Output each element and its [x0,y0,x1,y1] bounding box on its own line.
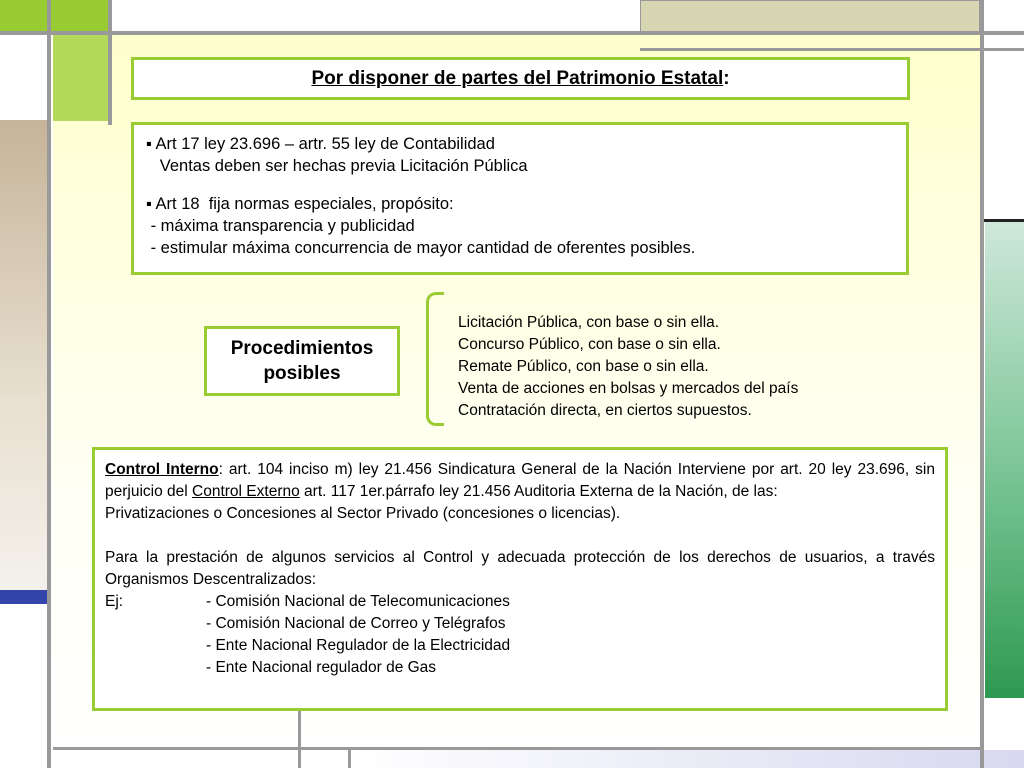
control-external-label: Control Externo [192,483,300,500]
right-green-gradient-bar [985,222,1024,698]
frame-line-left-inner [108,0,112,125]
frame-line-top-right [640,48,1024,51]
example-item: - Ente Nacional Regulador de la Electricidad [206,637,511,654]
list-item: Venta de acciones en bolsas y mercados del país [458,380,799,397]
example-item: - Comisión Nacional de Correo y Telégrafos [206,615,506,632]
control-text-b: art. 117 1er.párrafo ley 21.456 Auditoria Externa de la Nación, de las: [299,483,778,500]
article-18-purpose-1: - máxima transparencia y publicidad [146,217,415,235]
control-text-a: : art. 104 inciso m) ley 21.456 Sindicatura General de la Nación Interviene por art. 20 ley 23.696, sin perjuicio del [105,461,935,500]
control-paragraph-3: Para la prestación de algunos servicios al Control y adecuada protección de los derechos de usuarios, a través Organismos Descentralizados: [105,549,935,588]
frame-line-left [47,0,51,768]
articles-box [131,122,909,275]
example-row [105,635,935,657]
list-item: Licitación Pública, con base o sin ella. [458,314,720,331]
article-17-detail: Ventas deben ser hechas previa Licitación Pública [146,157,528,175]
procedures-list [458,312,938,422]
article-18-line: ▪ Art 18 fija normas especiales, propósito: [146,195,454,213]
left-brace-icon [426,292,444,426]
control-internal-label: Control Interno [105,461,219,478]
left-tan-gradient-bar [0,120,47,590]
title-box [131,57,910,100]
frame-line-right [980,0,984,768]
frame-line-bottom [53,747,983,750]
frame-line-bottom-mid [348,750,351,768]
example-item: - Comisión Nacional de Telecomunicaciones [206,593,510,610]
article-17-line: ▪ Art 17 ley 23.696 – artr. 55 ley de Contabilidad [146,135,495,153]
list-item: Remate Público, con base o sin ella. [458,358,709,375]
corner-green-tab [0,0,112,33]
title-colon: : [723,67,730,89]
left-blue-strip [0,590,47,604]
green-accent-bar [53,33,111,121]
page-title [311,68,729,90]
procedures-label-line2: posibles [263,363,341,384]
bottom-lavender-strip [350,750,1024,768]
procedures-label-box [204,326,400,396]
right-dark-divider [983,219,1024,222]
list-item: Concurso Público, con base o sin ella. [458,336,721,353]
example-row [105,613,935,635]
procedures-label-line1: Procedimientos [230,338,374,359]
frame-line-top [0,31,1024,35]
example-item: - Ente Nacional regulador de Gas [206,659,437,676]
title-text: Por disponer de partes del Patrimonio Estatal [311,67,724,89]
control-box [92,447,948,711]
list-item: Contratación directa, en ciertos supuestos. [458,402,752,419]
example-row [105,657,935,679]
control-paragraph-2: Privatizaciones o Concesiones al Sector Privado (concesiones o licencias). [105,505,621,522]
example-row [105,591,935,613]
control-paragraph-1 [105,459,935,503]
example-label: Ej: [105,593,124,610]
top-olive-block [640,0,980,33]
article-18-purpose-2: - estimular máxima concurrencia de mayor cantidad de oferentes posibles. [146,239,696,257]
